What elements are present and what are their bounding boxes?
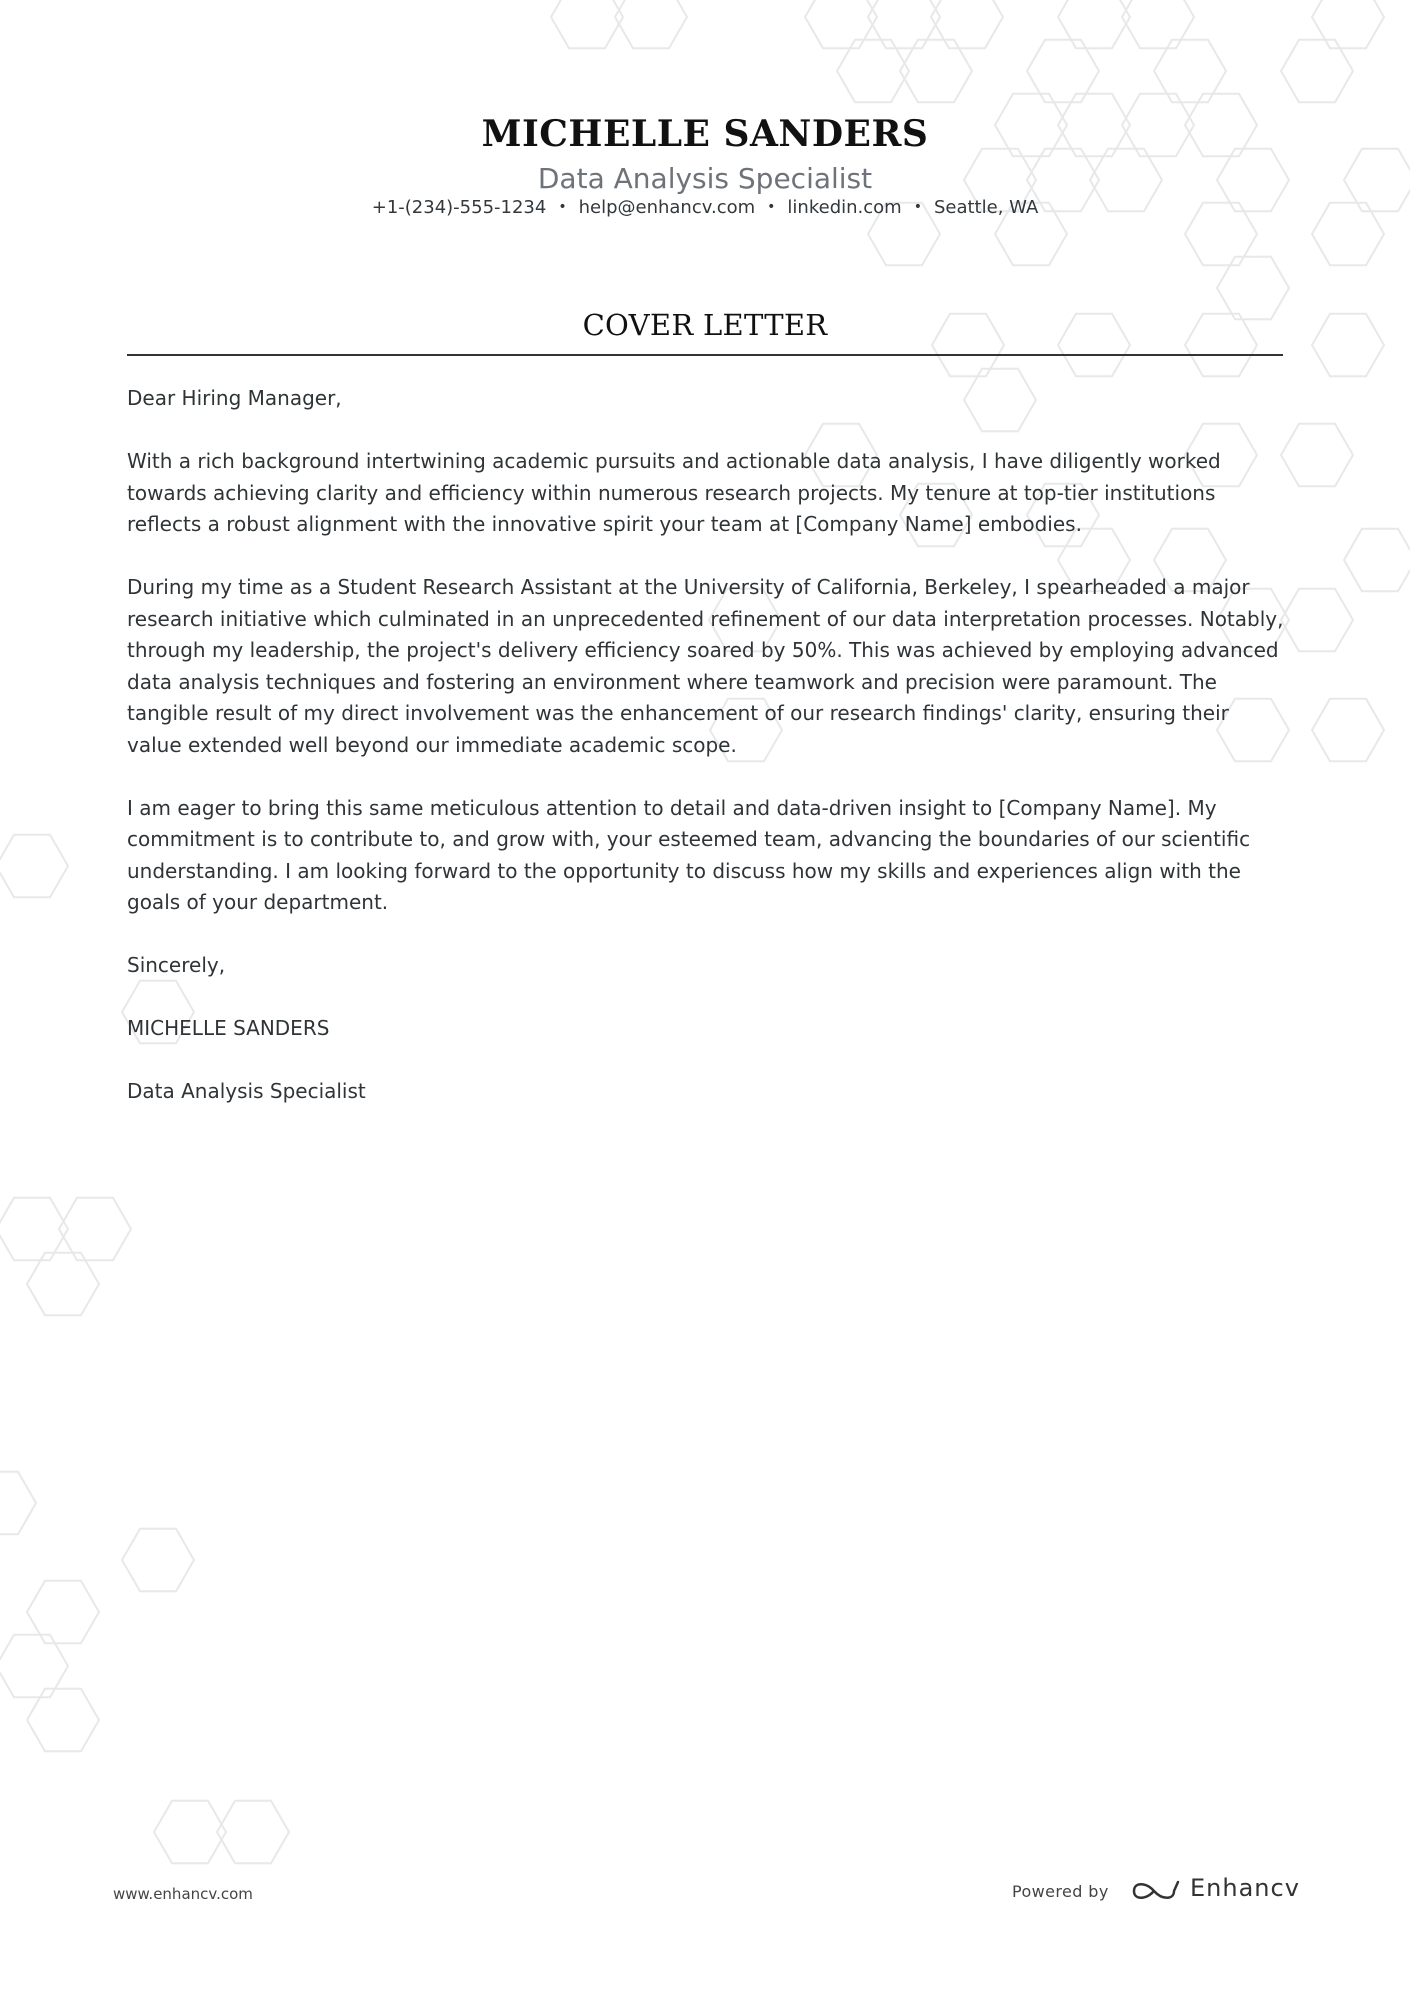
applicant-title: Data Analysis Specialist <box>537 162 873 195</box>
contact-info-row <box>0 197 1410 218</box>
separator-dot: • <box>767 199 776 215</box>
linkedin-link[interactable]: linkedin.com <box>787 197 902 218</box>
enhancv-brand-name[interactable]: Enhancv <box>1190 1874 1300 1902</box>
letter-paragraph-3: I am eager to bring this same meticulous attention to detail and data-driven insight to [Company Name]. My commitment is to contribute to, and grow with, your esteemed team, advancing the boundaries of our scientific understanding. I am looking forward to the opportunity to discuss how my skills and experiences align with the goals of your department. <box>127 795 1251 914</box>
phone-number: +1-(234)-555-1234 <box>371 197 547 218</box>
signature-title: Data Analysis Specialist <box>127 1079 366 1103</box>
applicant-name: MICHELLE SANDERS <box>481 113 929 155</box>
letter-paragraph-1: With a rich background intertwining academic pursuits and actionable data analysis, I have diligently worked towards achieving clarity and efficiency within numerous research projects. My tenure at top-tier institutions reflects a robust alignment with the innovative spirit your team at [Company Name] embodies. <box>127 449 1221 536</box>
powered-by-label: Powered by <box>1012 1882 1109 1901</box>
email-address[interactable]: help@enhancv.com <box>578 197 756 218</box>
letter-body <box>127 383 1287 1139</box>
separator-dot: • <box>558 199 567 215</box>
letter-closing: Sincerely, <box>127 953 226 977</box>
section-title: COVER LETTER <box>582 308 828 342</box>
signature-name: MICHELLE SANDERS <box>127 1016 330 1040</box>
letter-paragraph-2: During my time as a Student Research Assistant at the University of California, Berkeley, I spearheaded a major research initiative which culminated in an unprecedented refinement of our data interpretation processes. Notably, through my leadership, the project's delivery efficiency soared by 50%. This was achieved by employing advanced data analysis techniques and fostering an environment where teamwork and precision were paramount. The tangible result of my direct involvement was the enhancement of our research findings' clarity, ensuring their value extended well beyond our immediate academic scope. <box>127 575 1284 757</box>
letter-greeting: Dear Hiring Manager, <box>127 386 342 410</box>
separator-dot: • <box>913 199 922 215</box>
location: Seattle, WA <box>933 197 1039 218</box>
footer-url[interactable]: www.enhancv.com <box>113 1885 253 1903</box>
section-divider <box>127 354 1283 356</box>
enhancv-logo-icon <box>1130 1876 1180 1906</box>
